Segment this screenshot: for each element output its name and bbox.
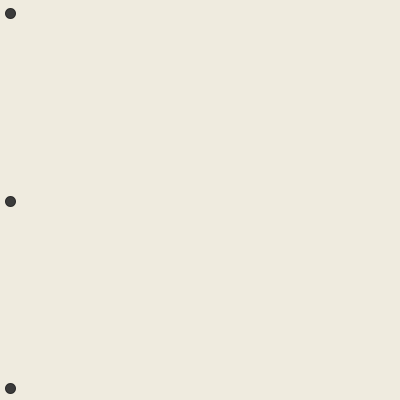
binder-hole	[5, 8, 16, 19]
binder-hole	[5, 383, 16, 394]
binder-hole	[5, 196, 16, 207]
binder-holes	[5, 0, 17, 400]
